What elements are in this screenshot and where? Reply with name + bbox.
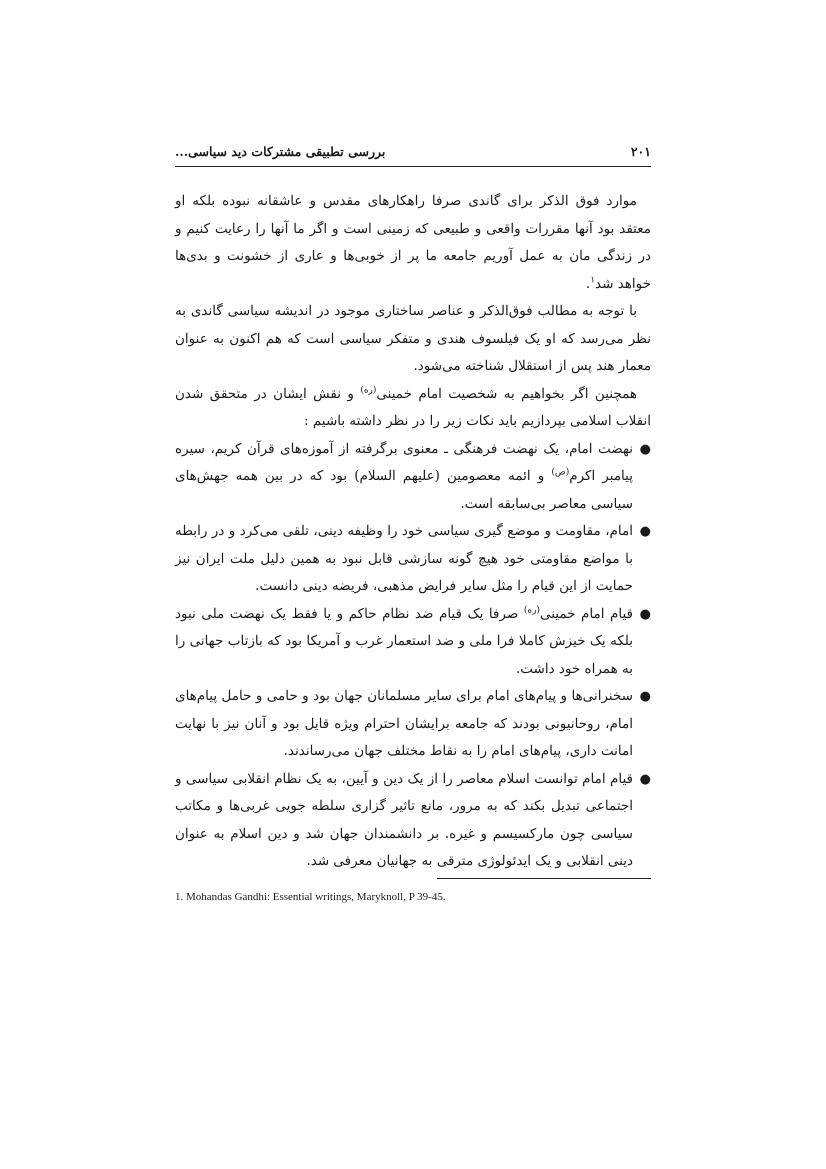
paragraph-1: موارد فوق الذکر برای گاندی صرفا راهکارهای مقدس و عاشقانه نبوده بلکه او معتقد بود آنها مقررات واقعی و طبیعی که زمینی است و اگر ما آنها را رعایت کنیم و در زندگی مان به عمل آوریم جامعه ما پر از خوبی‌ها و عاری از خشونت و بدی‌ها خواهد شد$^۱$. xyxy=(175,193,651,292)
page-header xyxy=(175,140,651,162)
honorific: (ره) xyxy=(360,385,377,395)
running-title: بررسی تطبیقی مشترکات دید سیاسی... xyxy=(175,144,386,159)
footnote-divider xyxy=(437,878,651,879)
bullet-list xyxy=(175,436,651,876)
bullet-icon: ● xyxy=(639,441,651,457)
paragraph-3: همچنین اگر بخواهیم به شخصیت امام خمینی$^{(ره)}$ و نقش ایشان در متحقق شدن انقلاب اسلامی بپردازیم باید نکات زیر را در نظر داشته باشیم : xyxy=(175,385,651,429)
body-text xyxy=(175,188,651,876)
header-divider xyxy=(175,166,651,167)
honorific: (ص) xyxy=(551,467,570,478)
list-item: ● نهضت امام، یک نهضت فرهنگی ـ معنوی برگرفته از آموزه‌های قرآن کریم، سیره پیامبر اکرم$^{(ص)}$ و ائمه معصومین (علیهم السلام) بود که در بین همه جهش‌های سیاسی معاصر بی‌سابقه است. xyxy=(175,436,651,519)
footnote-reference[interactable]: ۱ xyxy=(590,275,596,285)
footnote: 1. Mohandas Gandhi: Essential writings, Maryknoll, P 39-45. xyxy=(175,891,446,903)
list-item: ● امام، مقاومت و موضع گیری سیاسی خود را وظیفه دینی، تلقی می‌کرد و در رابطه با مواضع مقاومتی خود هیچ گونه سازشی قابل نبود به همین دلیل ملت ایران نیز حمایت از این قیام را مثل سایر فرایض مذهبی، فریضه دینی دانست. xyxy=(175,518,651,601)
bullet-icon: ● xyxy=(639,524,651,539)
bullet-icon: ● xyxy=(639,771,651,787)
list-item: ● سخنرانی‌ها و پیام‌های امام برای سایر مسلمانان جهان بود و حامی و حامل پیام‌های امام، روحانیونی بودند که جامعه برایشان احترام ویژه قایل بود و آنان نیز با نهایت امانت داری، پیام‌های امام را به نقاط مختلف جهان می‌رساندند. xyxy=(175,683,651,766)
list-item: ● قیام امام خمینی$^{(ره)}$ صرفا یک قیام ضد نظام حاکم و یا فقط یک نهضت ملی نبود بلکه یک خیزش کاملا فرا ملی و ضد استعمار غرب و آمریکا بود که بازتاب جهانی را به همراه خود داشت. xyxy=(175,601,651,684)
bullet-icon: ● xyxy=(639,606,651,622)
honorific: (ره) xyxy=(523,605,540,615)
list-item: ● قیام امام توانست اسلام معاصر را از یک دین و آیین، به یک نظام انقلابی سیاسی و اجتماعی تبدیل بکند که به مرور، مانع تاثیر گزاری سلطه جویی غربی‌ها و مکاتب سیاسی چون مارکسیسم و غیره. بر دانشمندان جهان شد و دین اسلام به عنوان دینی انقلابی و یک ایدئولوژی مترقی به جهانیان معرفی شد. xyxy=(175,766,651,876)
paragraph-2: با توجه به مطالب فوق‌الذکر و عناصر ساختاری موجود در اندیشه سیاسی گاندی به نظر می‌رسد که او یک فیلسوف هندی و متفکر سیاسی است که هم اکنون به عنوان معمار هند پس از استقلال شناخته می‌شود. xyxy=(175,303,651,374)
page-number: ۲۰۱ xyxy=(630,144,651,159)
bullet-icon: ● xyxy=(639,689,651,704)
